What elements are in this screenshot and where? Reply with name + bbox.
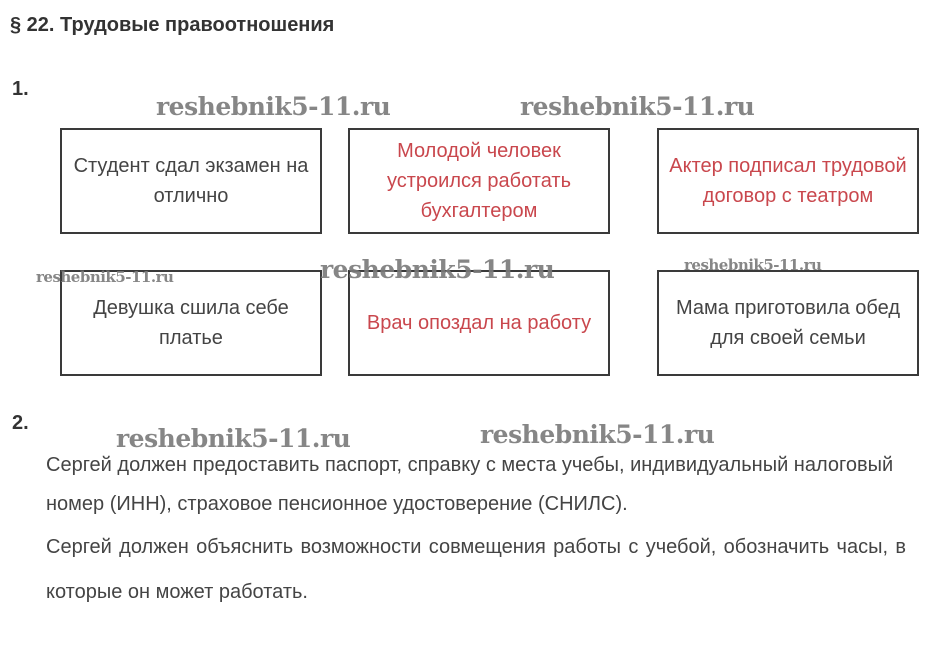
watermark-logo: reshebnik5-11.ru	[520, 92, 755, 121]
watermark-logo: reshebnik5-11.ru	[36, 268, 174, 286]
task-2-number: 2.	[12, 412, 29, 434]
answer-paragraph-documents: Сергей должен предоставить паспорт, справку с места учебы, индивидуальный налоговый номер (ИНН), страховое пенсионное удостоверение (СНИЛС).	[46, 454, 894, 515]
task-box-young-man	[348, 128, 610, 234]
watermark-logo: reshebnik5-11.ru	[320, 255, 555, 284]
watermark-logo: reshebnik5-11.ru	[116, 424, 351, 453]
task-box-mom	[657, 270, 919, 376]
task-1-number: 1.	[12, 78, 29, 100]
task-box-text: Врач опоздал на работу	[366, 312, 592, 334]
task-box-student	[60, 128, 322, 234]
task-box-text: Мама приготовила обед для своей семьи	[675, 297, 900, 349]
watermark-logo: reshebnik5-11.ru	[480, 420, 715, 449]
watermark-logo: reshebnik5-11.ru	[156, 92, 391, 121]
watermark-logo: reshebnik5-11.ru	[684, 256, 822, 274]
answer-paragraph-schedule: Сергей должен объяснить возможности совмещения работы с учебой, обозначить часы, в которые он может работать.	[46, 536, 906, 603]
task-box-text: Студент сдал экзамен на отлично	[73, 155, 309, 207]
task-box-doctor	[348, 270, 610, 376]
page-title: § 22. Трудовые правоотношения	[10, 14, 335, 36]
task-box-text: Актер подписал трудовой договор с театром	[669, 155, 907, 207]
task-box-actor	[657, 128, 919, 234]
task-box-text: Молодой человек устроился работать бухгалтером	[387, 140, 571, 222]
task-box-text: Девушка сшила себе платье	[93, 297, 289, 349]
